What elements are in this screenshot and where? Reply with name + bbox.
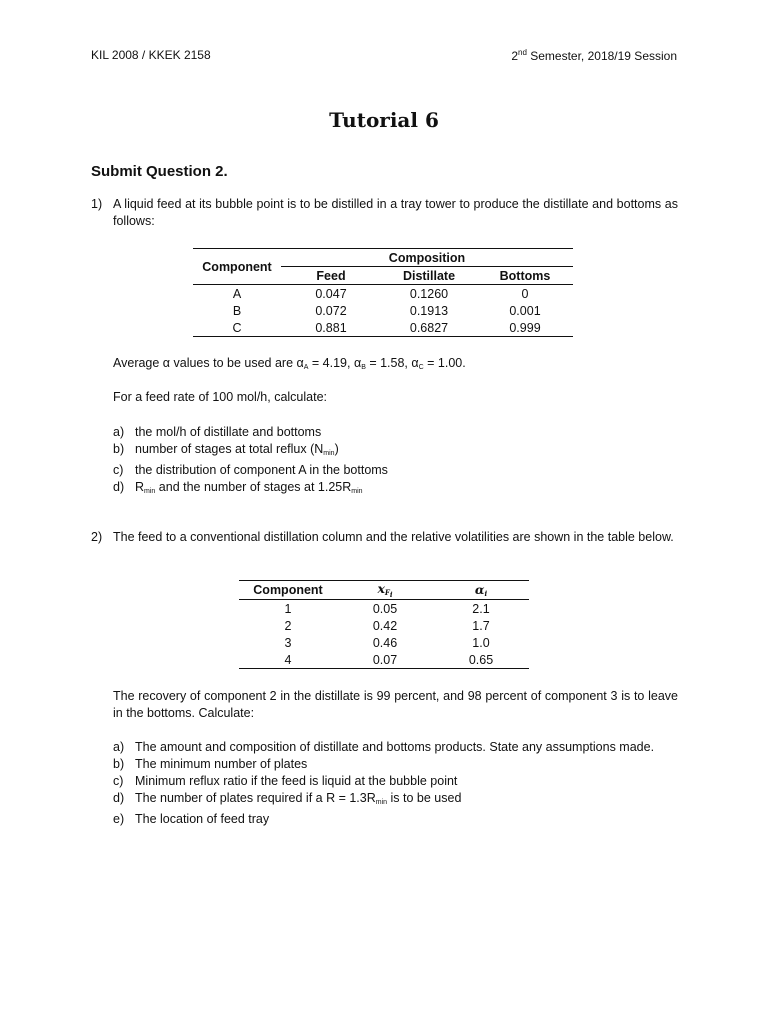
list-item: b) The minimum number of plates [113,757,308,771]
table-row [239,651,529,669]
cell-component: 1 [284,601,292,616]
list-item: c) Minimum reflux ratio if the feed is liquid at the bubble point [113,774,458,788]
alpha-values: Average α values to be used are $\alpha_A = 4.19$, $\alpha_B = 1.58$, $\alpha_C = 1.00$. [113,356,466,371]
col-component: Component [253,583,323,597]
list-item: c) the distribution of component A in the bottoms [113,463,388,477]
q2-tasks [113,739,654,828]
cell-alpha: 1.7 [472,618,490,633]
composition-table [193,248,573,337]
q1-intro: A liquid feed at its bubble point is to be distilled in a tray tower to produce the distillate and bottoms as follows: [113,197,678,228]
col-bottoms: Bottoms [499,268,551,283]
col-distillate: Distillate [402,268,456,283]
cell-x: 0.07 [372,652,398,667]
list-item: d) $R_{min}$ and the number of stages at $1.25R_{min}$ [113,480,363,495]
list-item: b) number of stages at total reflux $(N_{min})$ [113,442,339,457]
table-row [239,600,529,618]
table-row [193,302,573,319]
cell-feed: 0.047 [315,286,347,301]
cell-component: 3 [284,635,292,650]
cell-distillate: 0.1260 [409,286,449,301]
cell-component: 4 [284,652,292,667]
cell-distillate: 0.1913 [409,303,449,318]
semester-label: 2nd Semester, 2018/19 Session [511,48,677,63]
cell-distillate: 0.6827 [409,320,449,335]
col-feed: Feed [316,268,346,283]
col-composition: Composition [281,249,573,267]
cell-feed: 0.072 [315,303,347,318]
cell-x: 0.42 [372,618,398,633]
cell-component: B [232,303,242,318]
q2-number: 2) [91,530,103,544]
recovery-text: The recovery of component 2 in the distillate is 99 percent, and 98 percent of component 3 is to leave in the bottoms. Calculate: [113,689,678,720]
feed-rate-text: For a feed rate of 100 mol/h, calculate: [113,390,328,404]
cell-component: 2 [284,618,292,633]
q1-tasks [113,424,388,500]
cell-alpha: 0.65 [468,652,494,667]
col-xf: $x_{F_i}$ [377,581,393,599]
cell-alpha: 2.1 [472,601,490,616]
cell-x: 0.05 [372,601,398,616]
q1-number: 1) [91,197,103,211]
course-code: KIL 2008 / KKEK 2158 [91,48,211,62]
submit-note: Submit Question 2. [91,163,228,180]
cell-alpha: 1.0 [472,635,490,650]
volatility-table [239,580,529,669]
cell-component: A [232,286,242,301]
page-title: Tutorial 6 [329,108,439,132]
q2-intro: The feed to a conventional distillation column and the relative volatilities are shown in the table below. [113,530,674,544]
table-row [193,319,573,337]
col-component: Component [202,259,272,274]
cell-bottoms: 0.001 [509,303,541,318]
cell-feed: 0.881 [315,320,347,335]
list-item: e) The location of feed tray [113,812,270,826]
cell-bottoms: 0.999 [509,320,541,335]
cell-x: 0.46 [372,635,398,650]
list-item: d) The number of plates required if a $R = 1.3R_{min}$ is to be used [113,791,462,806]
cell-bottoms: 0 [521,286,529,301]
cell-component: C [232,320,242,335]
table-row [193,285,573,303]
table-row [239,634,529,651]
list-item: a) the mol/h of distillate and bottoms [113,425,322,439]
list-item: a) The amount and composition of distillate and bottoms products. State any assumptions made. [113,740,655,754]
table-row [239,617,529,634]
col-alpha: $\alpha_i$ [474,582,488,598]
